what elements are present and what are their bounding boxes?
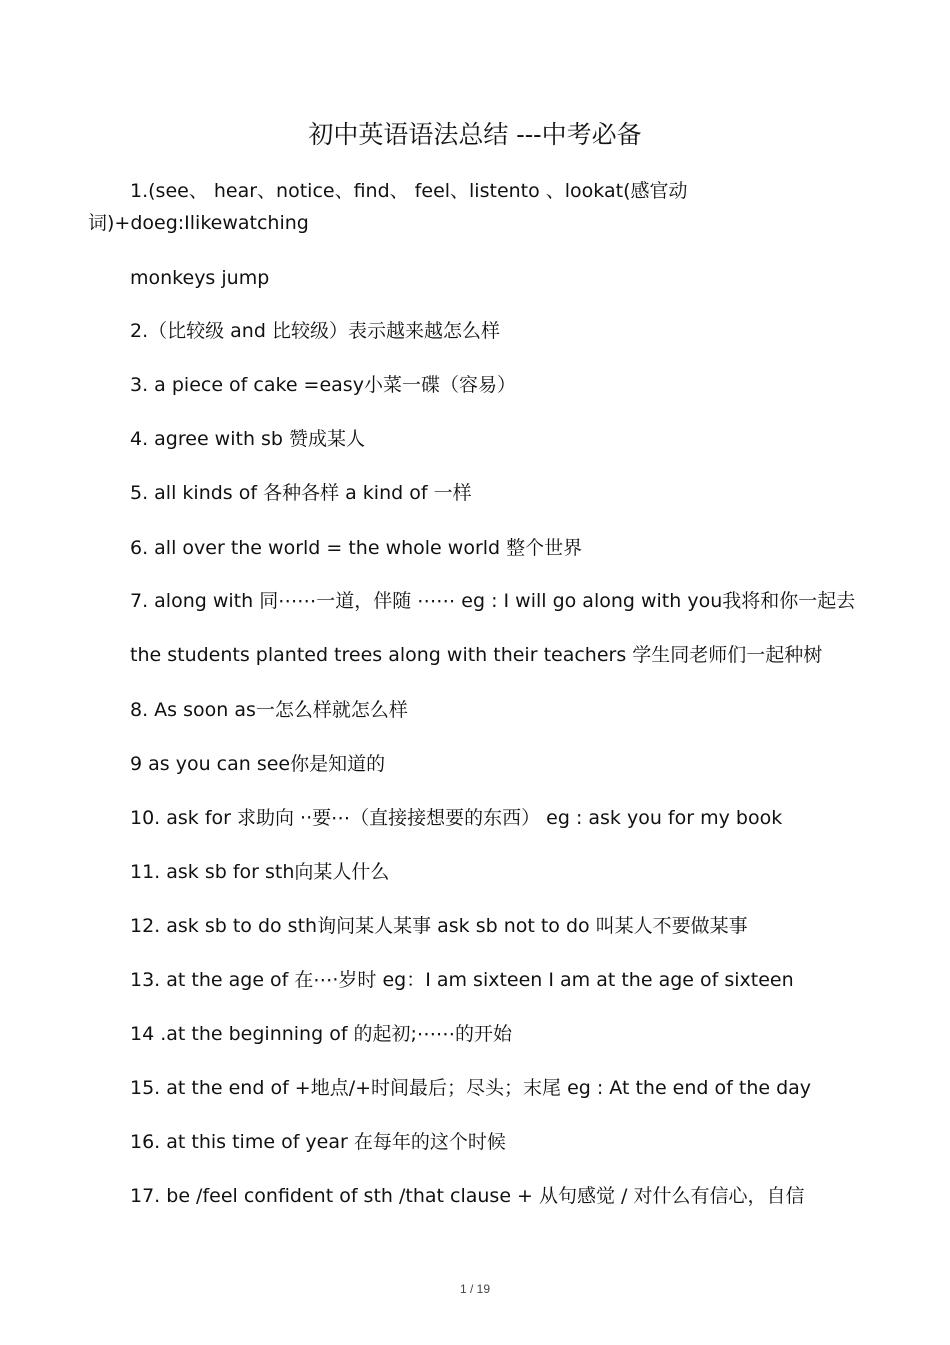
- text-line: 11. ask sb for sth向某人什么: [130, 861, 390, 883]
- text-line: 14 .at the beginning of 的起初;⋯⋯的开始: [130, 1023, 512, 1045]
- text-line: 6. all over the world = the whole world 整个世界: [130, 537, 583, 559]
- intro-line-1: 1.(see、 hear、notice、find、 feel、listento 、lookat(感官动: [130, 180, 688, 202]
- text-line: 16. at this time of year 在每年的这个时候: [130, 1131, 506, 1153]
- text-line: monkeys jump: [130, 267, 270, 289]
- text-line: 13. at the age of 在⋯·岁时 eg：I am sixteen I am at the age of sixteen: [130, 969, 794, 991]
- text-line: 7. along with 同⋯⋯一道，伴随 ⋯⋯ eg : I will go along with you我将和你一起去: [130, 590, 856, 612]
- page-number: 1 / 19: [459, 1282, 491, 1296]
- text-line: 4. agree with sb 赞成某人: [130, 428, 366, 450]
- text-line: 17. be /feel confident of sth /that clause + 从句感觉 / 对什么有信心，自信: [130, 1185, 805, 1207]
- text-line: 8. As soon as一怎么样就怎么样: [130, 699, 408, 721]
- text-line: 5. all kinds of 各种各样 a kind of 一样: [130, 482, 472, 504]
- document-title: 初中英语语法总结 ---中考必备: [308, 120, 642, 149]
- text-line: 9 as you can see你是知道的: [130, 753, 386, 775]
- text-line: 2.（比较级 and 比较级）表示越来越怎么样: [130, 320, 500, 342]
- text-line: 10. ask for 求助向 ··要⋯（直接接想要的东西） eg : ask you for my book: [130, 807, 783, 829]
- text-line: the students planted trees along with their teachers 学生同老师们一起种树: [130, 644, 823, 666]
- intro-line-2: 词)+doeg:Ilikewatching: [88, 212, 309, 234]
- text-line: 15. at the end of +地点/+时间最后；尽头；末尾 eg : At the end of the day: [130, 1077, 812, 1099]
- text-line: 12. ask sb to do sth询问某人某事 ask sb not to do 叫某人不要做某事: [130, 915, 748, 937]
- text-line: 3. a piece of cake =easy小菜一碟（容易）: [130, 374, 516, 396]
